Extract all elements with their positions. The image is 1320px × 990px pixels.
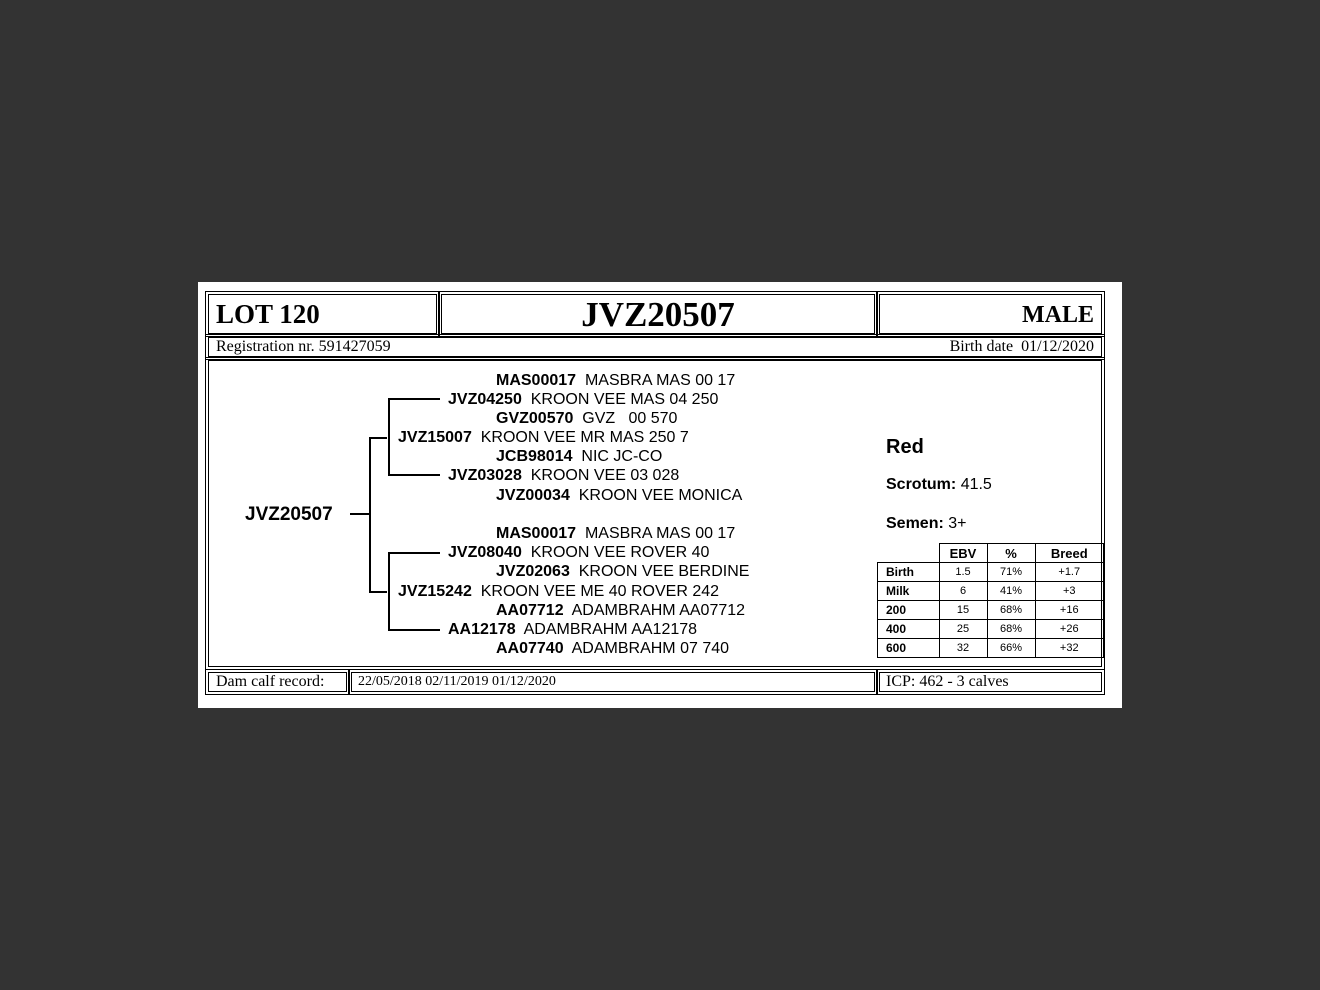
pedigree-ddd: AA07740 ADAMBRAHM 07 740 bbox=[496, 640, 730, 657]
pedigree-dsd: JVZ02063 KROON VEE BERDINE bbox=[496, 563, 750, 580]
scrotum-value: 41.5 bbox=[960, 476, 992, 493]
pedigree-ssd: GVZ00570 GVZ 00 570 bbox=[496, 410, 678, 427]
lot-card bbox=[198, 282, 1122, 708]
pedigree-line bbox=[369, 437, 387, 439]
pedigree-line bbox=[369, 437, 371, 592]
pedigree-line bbox=[369, 591, 387, 593]
ebv-row: 400 25 68% +26 bbox=[878, 620, 1104, 639]
ebv-header-row bbox=[878, 544, 1104, 563]
scrotum-trait bbox=[886, 476, 992, 494]
birth-date-value: 01/12/2020 bbox=[1021, 338, 1094, 355]
sex-label: MALE bbox=[1022, 302, 1094, 328]
icp-value: ICP: 462 - 3 calves bbox=[886, 673, 1009, 690]
pedigree-dds: AA07712 ADAMBRAHM AA07712 bbox=[496, 602, 746, 619]
pedigree-sds: JCB98014 NIC JC-CO bbox=[496, 448, 663, 465]
ebv-row: 200 15 68% +16 bbox=[878, 601, 1104, 620]
dam-calf-label: Dam calf record: bbox=[216, 673, 325, 690]
birth-date bbox=[879, 338, 1094, 356]
pedigree-dam: JVZ15242 KROON VEE ME 40 ROVER 242 bbox=[398, 583, 720, 600]
pedigree-sd: JVZ03028 KROON VEE 03 028 bbox=[448, 467, 680, 484]
registration-number: Registration nr. 591427059 bbox=[216, 338, 391, 355]
ebv-row: Birth 1.5 71% +1.7 bbox=[878, 563, 1104, 582]
ebv-row: Milk 6 41% +3 bbox=[878, 582, 1104, 601]
semen-value: 3+ bbox=[948, 515, 967, 532]
pedigree-line bbox=[350, 513, 370, 515]
semen-label: Semen: bbox=[886, 515, 944, 532]
pedigree-line bbox=[388, 552, 440, 554]
pedigree-sss: MAS00017 MASBRA MAS 00 17 bbox=[496, 372, 736, 389]
pct-header: % bbox=[987, 544, 1035, 563]
pedigree-ds: JVZ08040 KROON VEE ROVER 40 bbox=[448, 544, 710, 561]
pedigree-line bbox=[388, 629, 440, 631]
pedigree-dd: AA12178 ADAMBRAHM AA12178 bbox=[448, 621, 698, 638]
pedigree-animal: JVZ20507 bbox=[245, 504, 333, 525]
birth-date-label: Birth date bbox=[949, 338, 1014, 355]
ebv-table bbox=[877, 543, 1104, 658]
dam-calf-dates: 22/05/2018 02/11/2019 01/12/2020 bbox=[358, 674, 556, 689]
breed-header: Breed bbox=[1035, 544, 1104, 563]
pedigree-line bbox=[388, 474, 440, 476]
scrotum-label: Scrotum: bbox=[886, 476, 957, 493]
animal-id-title: JVZ20507 bbox=[581, 295, 735, 334]
semen-trait bbox=[886, 515, 967, 533]
pedigree-line bbox=[388, 552, 390, 631]
color-trait: Red bbox=[886, 436, 924, 458]
pedigree-line bbox=[388, 398, 440, 400]
ebv-header: EBV bbox=[939, 544, 987, 563]
pedigree-line bbox=[388, 398, 390, 476]
pedigree-dss: MAS00017 MASBRA MAS 00 17 bbox=[496, 525, 736, 542]
pedigree-ss: JVZ04250 KROON VEE MAS 04 250 bbox=[448, 391, 719, 408]
ebv-row: 600 32 66% +32 bbox=[878, 639, 1104, 658]
pedigree-sire: JVZ15007 KROON VEE MR MAS 250 7 bbox=[398, 429, 689, 446]
pedigree-sdd: JVZ00034 KROON VEE MONICA bbox=[496, 487, 743, 504]
lot-number: LOT 120 bbox=[216, 299, 320, 329]
